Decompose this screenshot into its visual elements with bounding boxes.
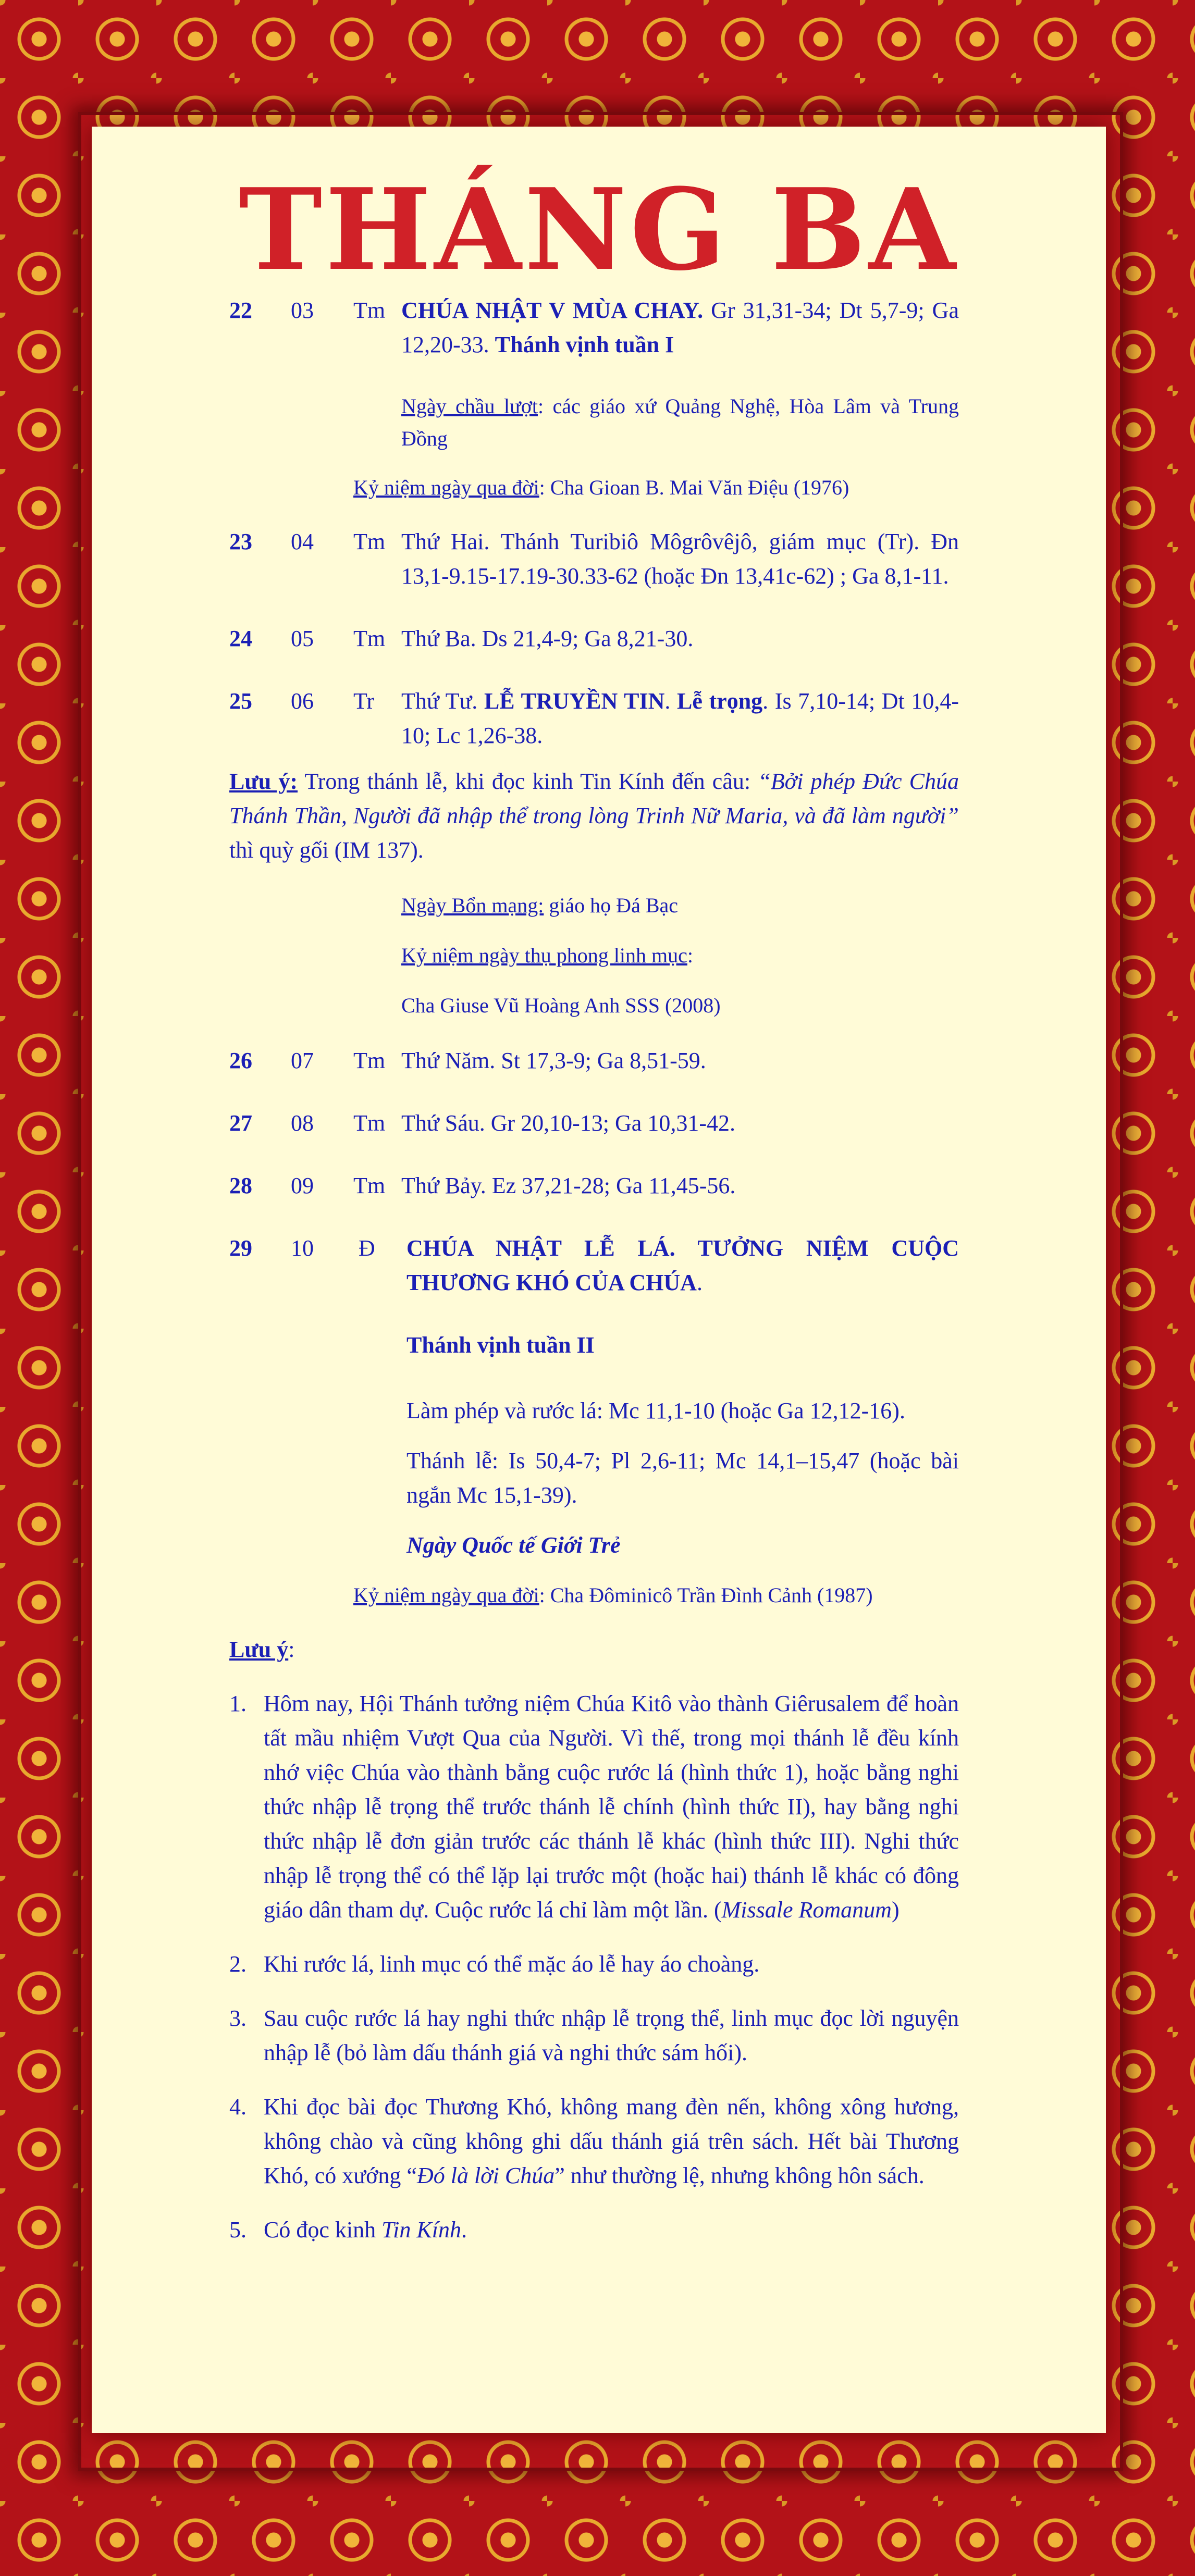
entry-text: Thứ Hai. Thánh Turibiô Môgrôvêjô, giám mục (Tr). Đn 13,1-9.15-17.19-30.33-62 (hoặc Đn 13,41c-62) ; Ga 8,1-11. — [401, 529, 959, 589]
entry-period: . — [696, 1270, 703, 1295]
list-item — [229, 2090, 959, 2193]
adoration-note — [401, 390, 959, 455]
calendar-entry-29 — [229, 1231, 959, 1300]
list-item — [229, 2213, 959, 2247]
entry-liturgical-color: Tm — [353, 626, 386, 651]
ordination-colon: : — [687, 944, 693, 967]
list-item — [229, 2001, 959, 2070]
entry-date: 22 — [229, 298, 252, 323]
palm-sunday-note-heading — [229, 1632, 959, 1667]
entry-heading: LỄ TRUYỀN TIN — [484, 688, 665, 714]
entry-text: Thứ Bảy. Ez 37,21-28; Ga 11,45-56. — [401, 1173, 736, 1198]
entry-psalter: Thánh vịnh tuần I — [495, 332, 674, 357]
calendar-entry-22 — [229, 293, 959, 362]
adoration-text: : các giáo xứ Quảng Nghệ, Hòa Lâm và Trung Đồng — [401, 394, 959, 450]
note-quote: “Bởi phép Đức Chúa Thánh Thần, Người đã nhập thể trong lòng Trinh Nữ Maria, và đã làm người” — [229, 769, 959, 828]
calendar-page — [92, 127, 1106, 2433]
entry-lunar-date: 08 — [291, 1110, 314, 1136]
memorial-note — [353, 470, 959, 505]
entry-date: 28 — [229, 1173, 252, 1198]
entry-liturgical-color: Tm — [353, 1110, 386, 1136]
list-number: 2. — [229, 1951, 247, 1977]
entry-readings: Gr 31,31-34; Dt 5,7-9; Ga 12,20-33. — [401, 298, 959, 357]
entry-lunar-date: 04 — [291, 529, 314, 554]
entry-liturgical-color: Đ — [359, 1235, 375, 1261]
entry-lunar-date: 05 — [291, 626, 314, 651]
list-text-end: . — [461, 2217, 467, 2243]
calendar-entry-23 — [229, 525, 959, 593]
calendar-entry-28 — [229, 1169, 959, 1203]
list-text: Có đọc kinh — [264, 2217, 382, 2243]
entry-text — [406, 1231, 959, 1300]
list-text-end: ) — [891, 1897, 900, 1923]
youth-day: Ngày Quốc tế Giới Trẻ — [406, 1532, 621, 1558]
entry-text: Thứ Ba. Ds 21,4-9; Ga 8,21-30. — [401, 626, 694, 651]
ordination-label: Kỷ niệm ngày thụ phong linh mục — [401, 944, 687, 967]
note-label: Lưu ý: — [229, 769, 298, 794]
entry-weekday: Thứ Tư. — [401, 688, 484, 714]
entry-date: 24 — [229, 626, 252, 651]
note-colon: : — [288, 1637, 295, 1662]
note-text: Trong thánh lễ, khi đọc kinh Tin Kính đến câu: — [298, 769, 758, 794]
entry-liturgical-color: Tm — [353, 529, 386, 554]
entry-lunar-date: 03 — [291, 298, 314, 323]
calendar-entry-25 — [229, 684, 959, 753]
ordination-name: Cha Giuse Vũ Hoàng Anh SSS (2008) — [401, 994, 721, 1017]
entry-separator: . — [664, 688, 677, 714]
entry-lunar-date: 09 — [291, 1173, 314, 1198]
list-italic: Đó là lời Chúa — [416, 2163, 555, 2188]
memorial-text: : Cha Đôminicô Trần Đình Cảnh (1987) — [539, 1583, 873, 1607]
entry-text — [401, 684, 959, 753]
entry-text: Thứ Sáu. Gr 20,10-13; Ga 10,31-42. — [401, 1110, 735, 1136]
entry-readings: . Is 7,10-14; Dt 10,4-10; Lc 1,26-38. — [401, 688, 959, 748]
memorial-label: Kỷ niệm ngày qua đời — [353, 476, 539, 499]
list-text: Sau cuộc rước lá hay nghi thức nhập lễ trọng thể, linh mục đọc lời nguyện nhập lễ (bỏ làm dấu thánh giá và nghi thức sám hối). — [264, 2005, 959, 2065]
note-text-end: thì quỳ gối (IM 137). — [229, 837, 424, 863]
entry-lunar-date: 06 — [291, 688, 314, 714]
entry-heading: CHÚA NHẬT V MÙA CHAY. — [401, 298, 704, 323]
mass-readings: Thánh lễ: Is 50,4-7; Pl 2,6-11; Mc 14,1–15,47 (hoặc bài ngắn Mc 15,1-39). — [406, 1448, 959, 1508]
calendar-entry-27 — [229, 1106, 959, 1141]
entry-date: 27 — [229, 1110, 252, 1136]
list-item — [229, 1947, 959, 1981]
entry-heading: CHÚA NHẬT LỄ LÁ. TƯỞNG NIỆM CUỘC THƯƠNG KHÓ CỦA CHÚA — [406, 1235, 959, 1295]
entry-lunar-date: 07 — [291, 1048, 314, 1073]
calendar-entry-26 — [229, 1044, 959, 1078]
entry-text — [401, 293, 959, 362]
list-item — [229, 1687, 959, 1927]
list-number: 3. — [229, 2005, 247, 2031]
page-title: THÁNG BA — [239, 164, 959, 295]
memorial-text: : Cha Gioan B. Mai Văn Điệu (1976) — [539, 476, 849, 499]
list-text: Khi rước lá, linh mục có thể mặc áo lễ hay áo choàng. — [264, 1951, 760, 1977]
list-italic: Missale Romanum — [721, 1897, 892, 1923]
entry-date: 23 — [229, 529, 252, 554]
adoration-label: Ngày chầu lượt — [401, 394, 538, 418]
annunciation-note — [229, 764, 959, 868]
palm-sunday-notes-list — [229, 1687, 959, 2247]
feast-label: Ngày Bổn mạng: — [401, 894, 544, 917]
list-text: Hôm nay, Hội Thánh tưởng niệm Chúa Kitô vào thành Giêrusalem để hoàn tất mầu nhiệm Vượt Qua của Người. Vì thế, trong mọi thánh lễ đều kính nhớ việc Chúa vào thành bằng cuộc rước lá (hình thức 1), hoặc bằng nghi thức nhập lễ trọng thể trước thánh lễ chính (hình thức II), hay bằng nghi thức nhập lễ đơn giản trước các thánh lễ khác (hình thức III). Nghi thức nhập lễ trọng thể có thể lặp lại trước một (hoặc hai) thánh lễ khác có đông giáo dân tham dự. Cuộc rước lá chỉ làm một lần. ( — [264, 1691, 959, 1923]
list-number: 4. — [229, 2094, 247, 2120]
list-italic: Tin Kính — [381, 2217, 461, 2243]
list-number: 1. — [229, 1691, 247, 1716]
entry-date: 26 — [229, 1048, 252, 1073]
psalter-week: Thánh vịnh tuần II — [406, 1332, 595, 1358]
entry-text: Thứ Năm. St 17,3-9; Ga 8,51-59. — [401, 1048, 706, 1073]
list-number: 5. — [229, 2217, 247, 2243]
entry-date: 25 — [229, 688, 252, 714]
entry-liturgical-color: Tm — [353, 1048, 386, 1073]
list-text: Khi đọc bài đọc Thương Khó, không mang đèn nến, không xông hương, không chào và cũng không ghi dấu thánh giá trên sách. Hết bài Thương Khó, có xướng “ — [264, 2094, 959, 2188]
memorial-note-29 — [353, 1578, 959, 1613]
calendar-entry-24 — [229, 622, 959, 656]
entry-rank: Lễ trọng — [677, 688, 763, 714]
entry-liturgical-color: Tr — [353, 688, 374, 714]
entry-liturgical-color: Tm — [353, 298, 386, 323]
list-text-end: ” như thường lệ, nhưng không hôn sách. — [555, 2163, 925, 2188]
memorial-label: Kỷ niệm ngày qua đời — [353, 1583, 539, 1607]
palm-blessing-readings: Làm phép và rước lá: Mc 11,1-10 (hoặc Ga 12,12-16). — [406, 1398, 905, 1423]
entry-liturgical-color: Tm — [353, 1173, 386, 1198]
feast-text: giáo họ Đá Bạc — [544, 894, 679, 917]
calendar-content — [229, 293, 959, 2267]
feast-day-note — [401, 888, 959, 923]
entry-date: 29 — [229, 1235, 252, 1261]
entry-lunar-date: 10 — [291, 1235, 314, 1261]
ordination-note — [401, 938, 959, 973]
note-label: Lưu ý — [229, 1637, 289, 1662]
